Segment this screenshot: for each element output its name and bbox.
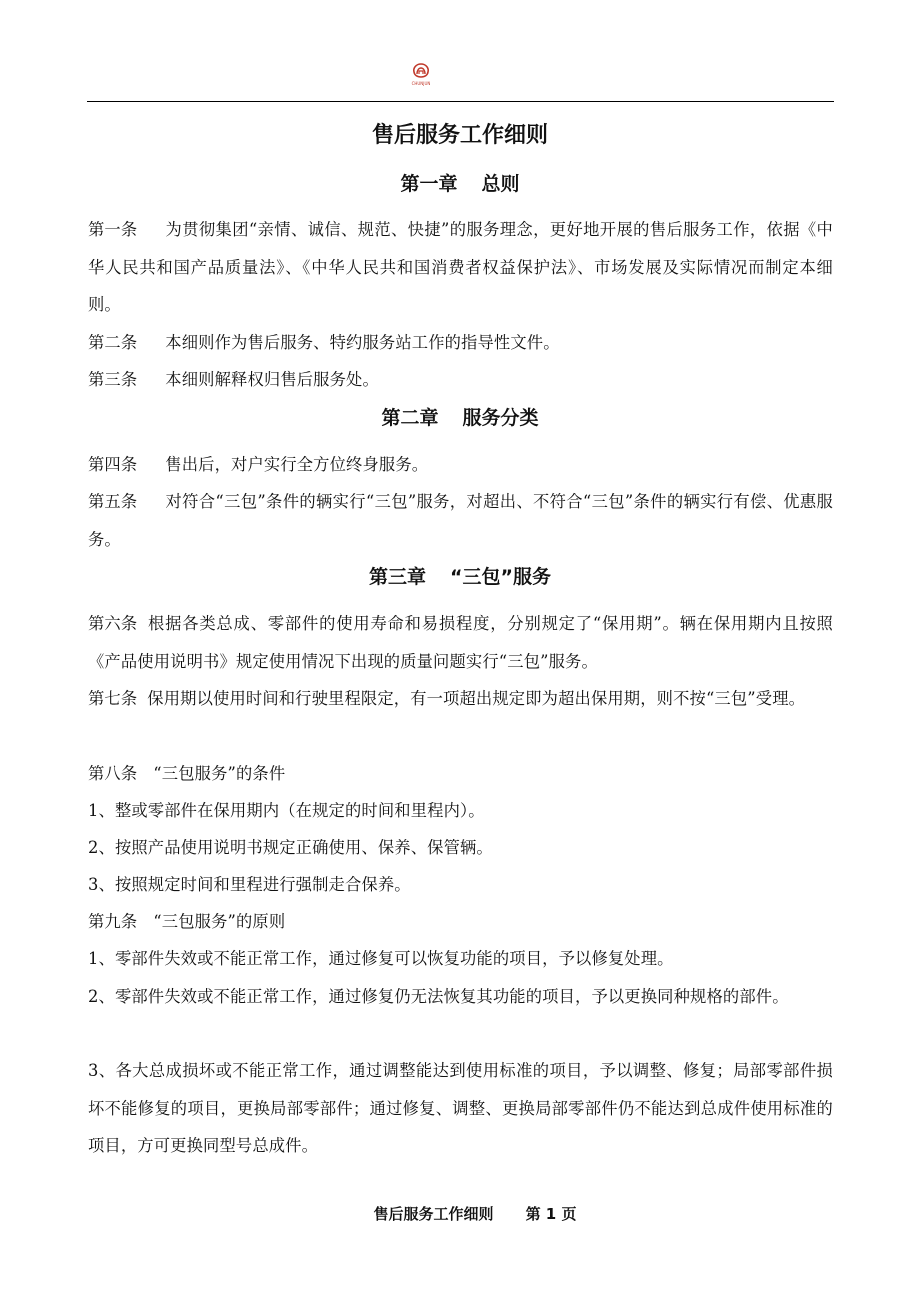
- article-text: 本细则解释权归售后服务处。: [165, 370, 379, 389]
- article-text: 保用期以使用时间和行驶里程限定，有一项超出规定即为超出保用期，则不按“三包”受理。: [147, 689, 806, 708]
- page-footer: [0, 1203, 920, 1225]
- article-8: [88, 755, 833, 793]
- page-number: 第 1 页: [525, 1205, 577, 1223]
- article-7: [88, 680, 833, 718]
- header-rule: [87, 101, 834, 102]
- article-label: 第一条: [88, 220, 138, 239]
- list-item-text: 3、各大总成损坏或不能正常工作，通过调整能达到使用标准的项目，予以调整、修复；局部零部件损坏不能修复的项目，更换局部零部件；通过修复、调整、更换局部零部件仍不能达到总成件使用标准的项目，方可更换同型号总成件。: [88, 1061, 833, 1155]
- article-text: 根据各类总成、零部件的使用寿命和易损程度，分别规定了“保用期”。辆在保用期内且按照《产品使用说明书》规定使用情况下出现的质量问题实行“三包”服务。: [88, 614, 833, 671]
- chapter-number: 第一章: [400, 173, 458, 195]
- chapter-number: 第三章: [369, 566, 427, 588]
- article-text: 为贯彻集团“亲情、诚信、规范、快捷”的服务理念，更好地开展的售后服务工作，依据《中华人民共和国产品质量法》、《中华人民共和国消费者权益保护法》、市场发展及实际情况而制定本细则。: [88, 220, 833, 314]
- article-5: [88, 483, 833, 558]
- article-3: [88, 361, 833, 399]
- list-item: [88, 1052, 833, 1165]
- chapter-name: “三包”服务: [450, 566, 551, 588]
- article-2: [88, 324, 833, 362]
- chapter-name: 服务分类: [462, 407, 539, 429]
- article-label: 第五条: [88, 492, 138, 511]
- article-label: 第四条: [88, 455, 138, 474]
- chapter-name: 总则: [481, 173, 520, 195]
- footer-doc-name: 售后服务工作细则: [373, 1205, 494, 1223]
- list-item: [88, 829, 833, 867]
- list-item: [88, 792, 833, 830]
- list-item: [88, 940, 833, 978]
- list-item: [88, 978, 833, 1016]
- document-title: 售后服务工作细则: [371, 123, 548, 148]
- chapter-heading: [0, 563, 920, 591]
- list-item-text: 3、按照规定时间和里程进行强制走合保养。: [88, 875, 411, 894]
- list-item-text: 2、零部件失效或不能正常工作，通过修复仍无法恢复其功能的项目，予以更换同种规格的部件。: [88, 987, 789, 1006]
- article-label: 第九条: [88, 912, 138, 931]
- article-text: “三包服务”的原则: [153, 912, 286, 931]
- article-label: 第八条: [88, 764, 138, 783]
- article-label: 第六条: [88, 614, 138, 633]
- article-text: 对符合“三包”条件的辆实行“三包”服务，对超出、不符合“三包”条件的辆实行有偿、优惠服务。: [88, 492, 833, 549]
- article-text: “三包服务”的条件: [153, 764, 286, 783]
- article-text: 售出后，对户实行全方位终身服务。: [165, 455, 429, 474]
- article-9: [88, 903, 833, 941]
- list-item-text: 1、整或零部件在保用期内（在规定的时间和里程内）。: [88, 801, 485, 820]
- article-4: [88, 446, 833, 484]
- logo-wordmark: CHUNJUN: [411, 81, 431, 86]
- list-item: [88, 866, 833, 904]
- chapter-number: 第二章: [381, 407, 439, 429]
- list-item-text: 1、零部件失效或不能正常工作，通过修复可以恢复功能的项目，予以修复处理。: [88, 949, 674, 968]
- article-label: 第三条: [88, 370, 138, 389]
- article-1: [88, 211, 833, 324]
- chapter-heading: [0, 404, 920, 432]
- article-6: [88, 605, 833, 680]
- logo-emblem-icon: [409, 62, 433, 82]
- chapter-heading: [0, 170, 920, 198]
- article-label: 第二条: [88, 333, 138, 352]
- article-label: 第七条: [88, 689, 138, 708]
- article-text: 本细则作为售后服务、特约服务站工作的指导性文件。: [165, 333, 560, 352]
- company-logo: [409, 62, 433, 88]
- list-item-text: 2、按照产品使用说明书规定正确使用、保养、保管辆。: [88, 838, 493, 857]
